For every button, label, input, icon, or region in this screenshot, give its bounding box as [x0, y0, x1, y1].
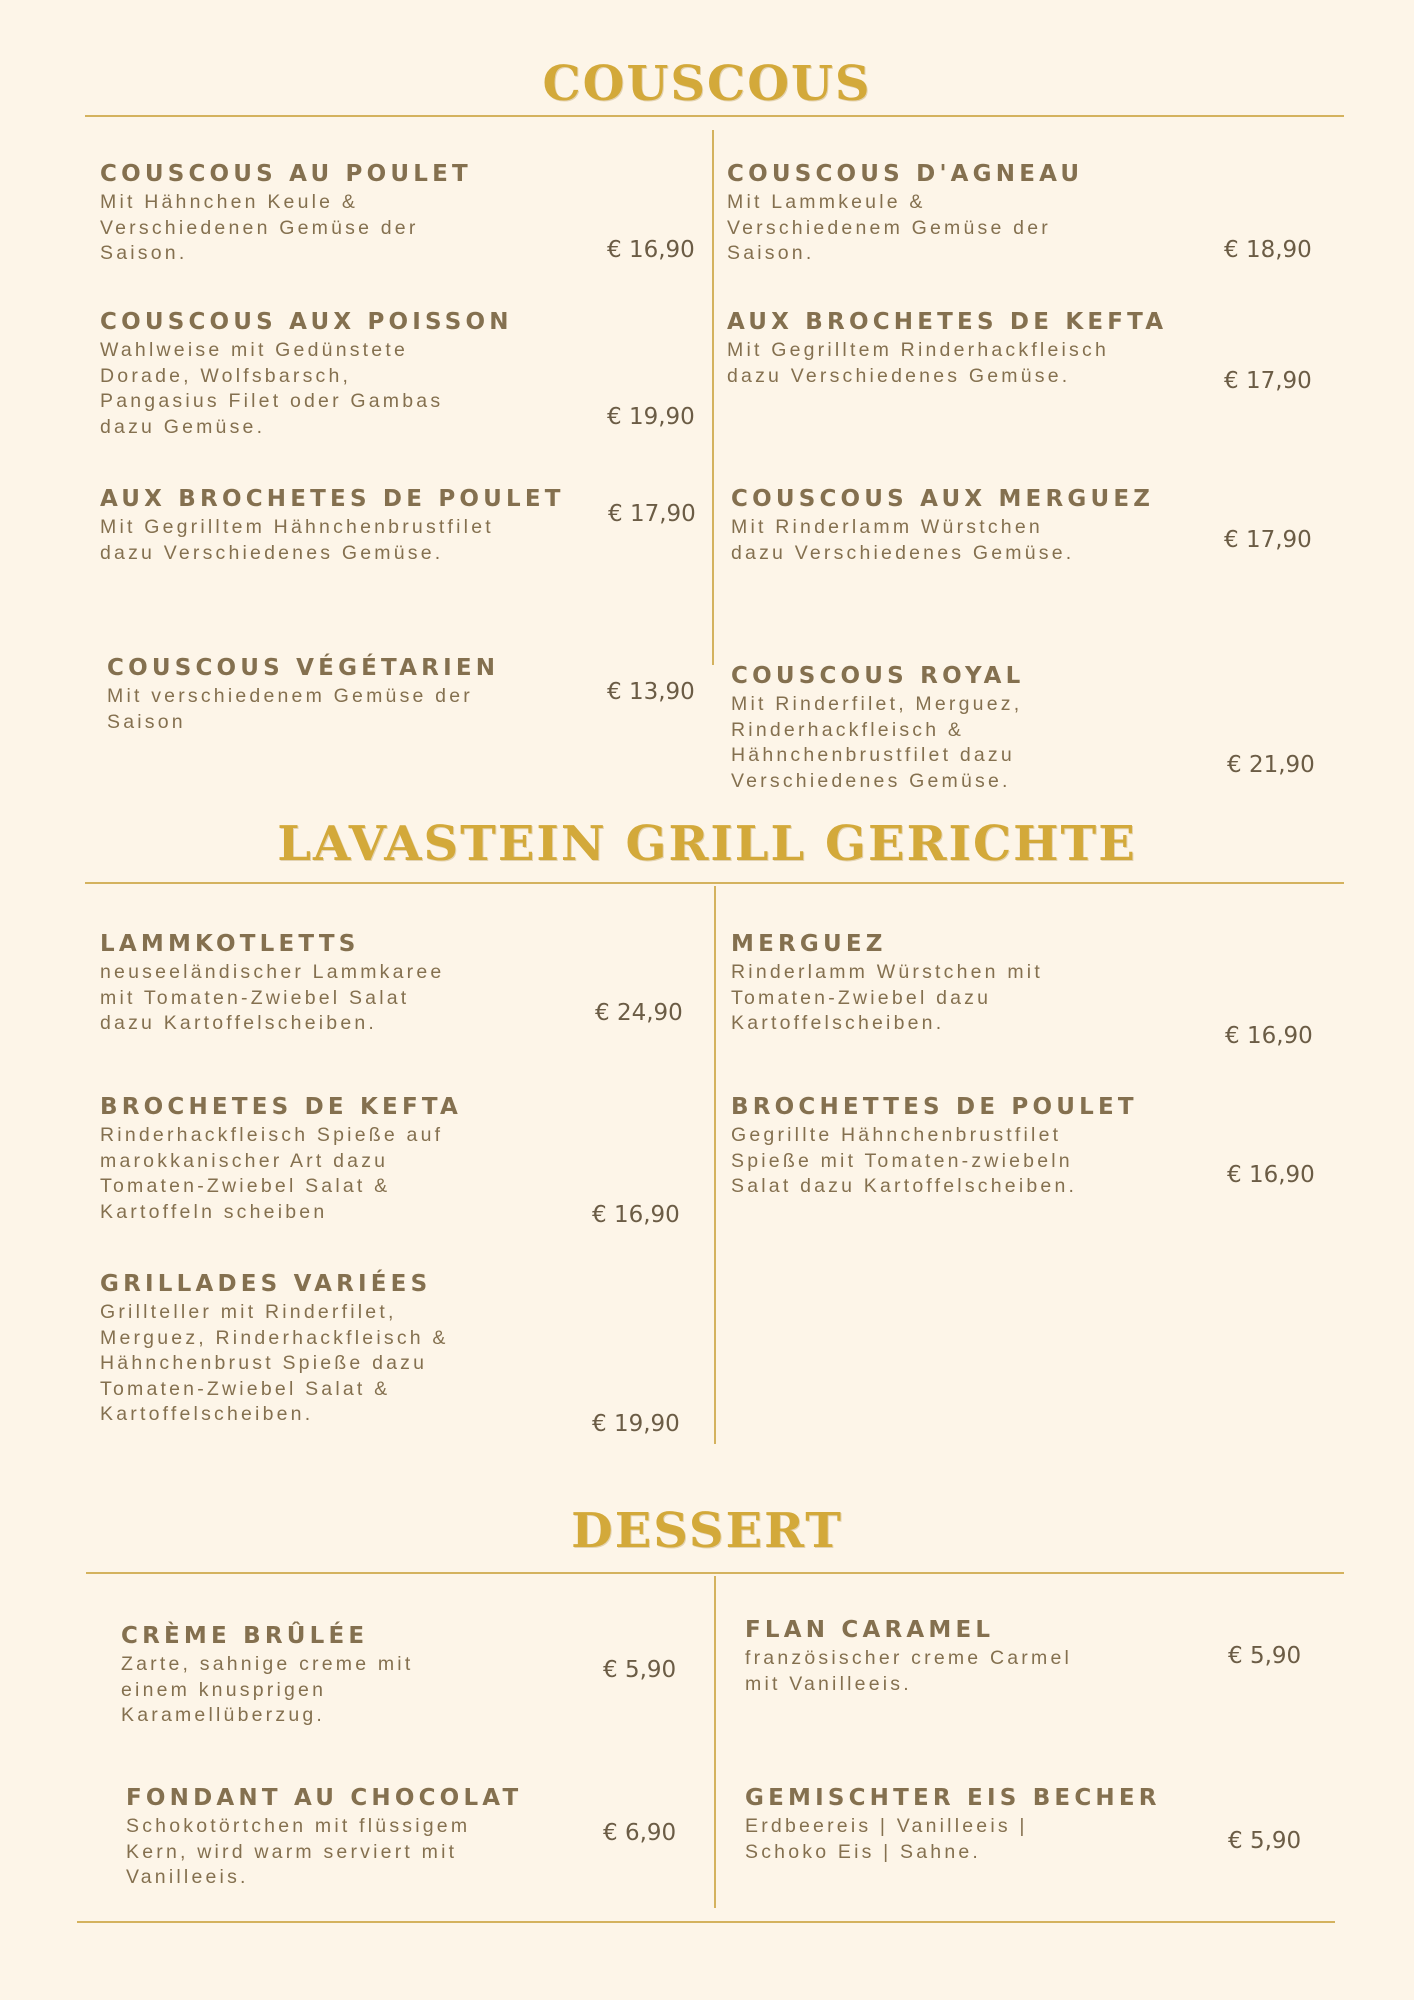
item-price: € 17,90 [1224, 368, 1312, 394]
item-description: Rinderhackfleisch Spieße auf marokkanischer Art dazu Tomaten-Zwiebel Salat & Kartoffeln scheiben [100, 1124, 444, 1223]
menu-item-gemischter-eis-becher [745, 1784, 1161, 1865]
menu-item-creme-brulee [121, 1622, 413, 1729]
item-name: MERGUEZ [731, 931, 887, 957]
item-description: Schokotörtchen mit flüssigem Kern, wird warm serviert mit Vanilleeis. [126, 1815, 471, 1888]
item-description: Zarte, sahnige creme mit einem knusprigen Karamellüberzug. [121, 1653, 414, 1726]
item-description: Grillteller mit Rinderfilet, Merguez, Rinderhackfleisch & Hähnchenbrust Spieße dazu Tomaten-Zwiebel Salat & Kartoffelscheiben. [100, 1301, 449, 1425]
item-price: € 5,90 [1228, 1643, 1302, 1669]
item-description: Mit Rinderlamm Würstchen dazu Verschiedenes Gemüse. [731, 516, 1075, 564]
menu-item-lammkotletts [100, 930, 444, 1037]
menu-item-couscous-aux-poisson [100, 308, 513, 440]
menu-item-couscous-aux-merguez [731, 485, 1154, 566]
menu-item-merguez [731, 930, 1043, 1037]
item-name: COUSCOUS AUX MERGUEZ [731, 486, 1155, 512]
item-name: COUSCOUS AU POULET [100, 161, 472, 187]
item-description: Mit Lammkeule & Verschiedenem Gemüse der Saison. [727, 191, 1051, 264]
menu-item-couscous-dagneau [727, 160, 1083, 267]
item-description: Rinderlamm Würstchen mit Tomaten-Zwiebel dazu Kartoffelscheiben. [731, 961, 1043, 1034]
item-name: FLAN CARAMEL [745, 1617, 995, 1643]
item-price: € 17,90 [608, 501, 696, 527]
item-name: CRÈME BRÛLÉE [121, 1623, 369, 1649]
column-divider-couscous [712, 130, 714, 665]
item-price: € 24,90 [595, 1000, 683, 1026]
item-price: € 16,90 [1225, 1023, 1313, 1049]
item-name: FONDANT AU CHOCOLAT [126, 1785, 523, 1811]
item-name: COUSCOUS AUX POISSON [100, 309, 513, 335]
section-title-dessert: DESSERT [571, 1503, 843, 1559]
item-description: Mit Gegrilltem Hähnchenbrustfilet dazu Verschiedenes Gemüse. [100, 516, 494, 564]
item-description: neuseeländischer Lammkaree mit Tomaten-Zwiebel Salat dazu Kartoffelscheiben. [100, 961, 445, 1034]
item-name: LAMMKOTLETTS [100, 931, 360, 957]
item-name: COUSCOUS VÉGÉTARIEN [107, 655, 500, 681]
item-price: € 16,90 [592, 1202, 680, 1228]
item-price: € 17,90 [1224, 527, 1312, 553]
item-name: COUSCOUS D'AGNEAU [727, 161, 1084, 187]
item-name: AUX BROCHETES DE KEFTA [727, 309, 1168, 335]
item-price: € 16,90 [607, 237, 695, 263]
menu-item-aux-brochetes-de-poulet [100, 485, 565, 566]
item-description: Gegrillte Hähnchenbrustfilet Spieße mit Tomaten-zwiebeln Salat dazu Kartoffelscheiben. [731, 1124, 1078, 1197]
item-name: BROCHETTES DE POULET [731, 1094, 1138, 1120]
item-name: COUSCOUS ROYAL [731, 663, 1025, 689]
menu-item-brochettes-de-poulet [731, 1093, 1138, 1200]
menu-item-aux-brochetes-de-kefta [727, 308, 1167, 389]
menu-item-fondant-au-chocolat [126, 1784, 522, 1891]
section-title-couscous: COUSCOUS [542, 56, 872, 112]
divider-couscous [85, 115, 1344, 117]
item-name: BROCHETES DE KEFTA [100, 1094, 462, 1120]
divider-dessert [86, 1572, 1344, 1574]
column-divider-grill [714, 886, 716, 1444]
item-name: GRILLADES VARIÉES [100, 1271, 432, 1297]
menu-item-couscous-vegetarien [107, 654, 499, 735]
column-divider-dessert [714, 1576, 716, 1908]
item-price: € 13,90 [607, 679, 695, 705]
item-price: € 19,90 [592, 1411, 680, 1437]
item-description: Mit verschiedenem Gemüse der Saison [107, 685, 473, 733]
menu-item-grillades-variees [100, 1270, 449, 1428]
item-description: Mit Hähnchen Keule & Verschiedenen Gemüse der Saison. [100, 191, 419, 264]
item-price: € 21,90 [1227, 752, 1315, 778]
item-price: € 19,90 [607, 404, 695, 430]
item-description: Erdbeereis | Vanilleeis | Schoko Eis | Sahne. [745, 1815, 1028, 1863]
item-description: Mit Gegrilltem Rinderhackfleisch dazu Verschiedenes Gemüse. [727, 339, 1109, 387]
item-price: € 5,90 [603, 1657, 677, 1683]
section-title-grill: LAVASTEIN GRILL GERICHTE [277, 816, 1137, 872]
menu-item-couscous-royal [731, 662, 1025, 794]
menu-item-flan-caramel [745, 1616, 1072, 1697]
item-price: € 18,90 [1224, 237, 1312, 263]
item-description: Mit Rinderfilet, Merguez, Rinderhackfleisch & Hähnchenbrustfilet dazu Verschiedenes Gemüse. [731, 693, 1023, 792]
bottom-divider [77, 1921, 1335, 1923]
item-price: € 6,90 [603, 1820, 677, 1846]
item-name: AUX BROCHETES DE POULET [100, 486, 565, 512]
menu-item-couscous-au-poulet [100, 160, 472, 267]
item-description: französischer creme Carmel mit Vanilleeis. [745, 1647, 1073, 1695]
item-price: € 16,90 [1227, 1162, 1315, 1188]
menu-item-brochetes-de-kefta [100, 1093, 462, 1225]
divider-grill [85, 882, 1344, 884]
item-price: € 5,90 [1228, 1828, 1302, 1854]
item-description: Wahlweise mit Gedünstete Dorade, Wolfsbarsch, Pangasius Filet oder Gambas dazu Gemüse. [100, 339, 444, 438]
item-name: GEMISCHTER EIS BECHER [745, 1785, 1161, 1811]
